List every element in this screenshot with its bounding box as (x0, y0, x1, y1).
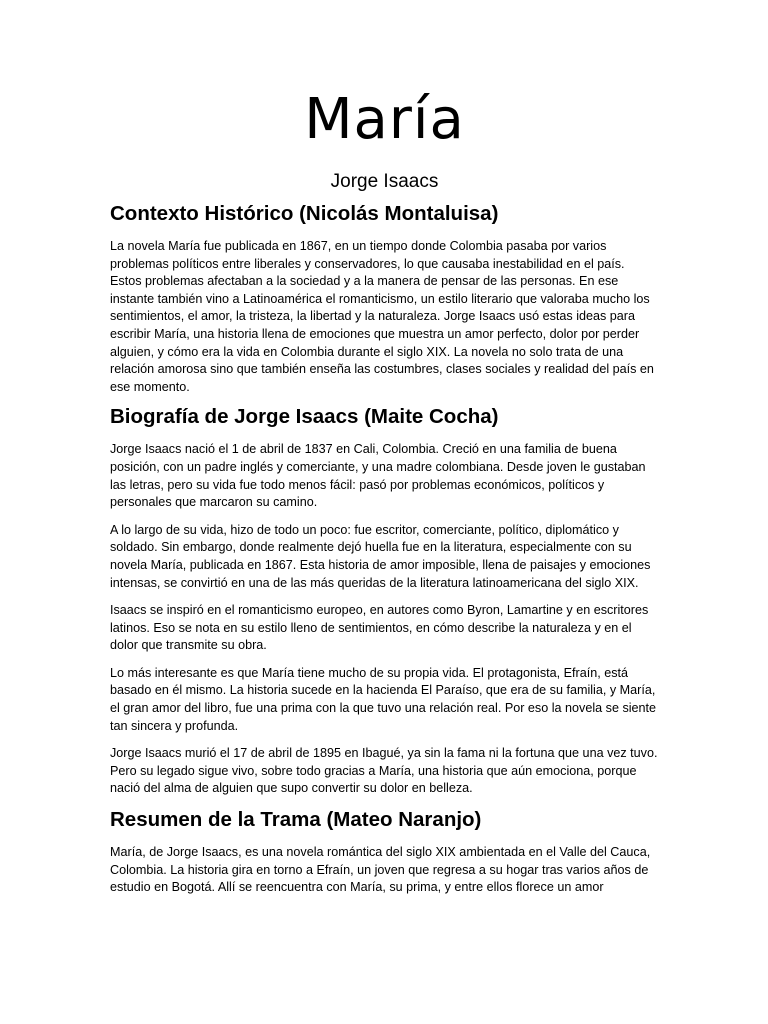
paragraph: A lo largo de su vida, hizo de todo un poco: fue escritor, comerciante, político, diplomático y soldado. Sin embargo, donde realmente dejó huella fue en la literatura, especialmente con su novela María, publicada en 1867. Esta historia de amor imposible, llena de paisajes y emociones intensas, se convirtió en una de las más queridas de la literatura latinoamericana del siglo XIX. (110, 522, 651, 590)
paragraph: La novela María fue publicada en 1867, en un tiempo donde Colombia pasaba por varios problemas políticos entre liberales y conservadores, lo que causaba inestabilidad en el país. Estos problemas afectaban a la sociedad y a la manera de pensar de las personas. En ese instante también vino a Latinoamérica el romanticismo, un estilo literario que valoraba mucho los sentimientos, el amor, la tristeza, la libertad y la naturaleza. Jorge Isaacs usó estas ideas para escribir María, una historia llena de emociones que muestra un amor perfecto, dolor por perder alguien, y cómo era la vida en Colombia durante el siglo XIX. La novela no solo trata de una relación amorosa sino que también enseña las costumbres, clases sociales y realidad del país en ese momento. (110, 239, 654, 394)
document-author: Jorge Isaacs (330, 171, 439, 192)
section-heading: Contexto Histórico (Nicolás Montaluisa) (110, 202, 499, 225)
document-content (110, 84, 659, 897)
section-heading: Resumen de la Trama (Mateo Naranjo) (110, 808, 482, 832)
paragraph: Jorge Isaacs nació el 1 de abril de 1837 en Cali, Colombia. Creció en una familia de buena posición, con un padre inglés y comerciante, y una madre colombiana. Desde joven le gustaban las letras, pero su vida fue todo menos fácil: pasó por problemas económicos, políticos y personales que marcaron su camino. (110, 442, 646, 510)
section-resumen-trama (110, 806, 659, 897)
section-heading: Biografía de Jorge Isaacs (Maite Cocha) (110, 405, 499, 429)
section-contexto-historico (110, 200, 659, 396)
paragraph: Isaacs se inspiró en el romanticismo europeo, en autores como Byron, Lamartine y en escritores latinos. Eso se nota en su estilo lleno de sentimientos, en cómo describe la naturaleza y en el dolor que transmite su obra. (110, 603, 649, 653)
paragraph: María, de Jorge Isaacs, es una novela romántica del siglo XIX ambientada en el Valle del Cauca, Colombia. La historia gira en torno a Efraín, un joven que regresa a su hogar tras varios años de estudio en Bogotá. Allí se reencuentra con María, su prima, y entre ellos florece un amor (110, 845, 651, 895)
section-biografia (110, 403, 659, 798)
paragraph: Jorge Isaacs murió el 17 de abril de 1895 en Ibagué, ya sin la fama ni la fortuna que una vez tuvo. Pero su legado sigue vivo, sobre todo gracias a María, una historia que aún emociona, porque nació del alma de alguien que supo convertir su dolor en belleza. (110, 746, 658, 796)
document-title: María (304, 87, 465, 152)
paragraph: Lo más interesante es que María tiene mucho de su propia vida. El protagonista, Efraín, está basado en él mismo. La historia sucede en la hacienda El Paraíso, que era de su familia, y María, el gran amor del libro, fue una prima con la que tuvo una relación real. Por eso la novela se siente tan sincera y profunda. (110, 665, 657, 733)
